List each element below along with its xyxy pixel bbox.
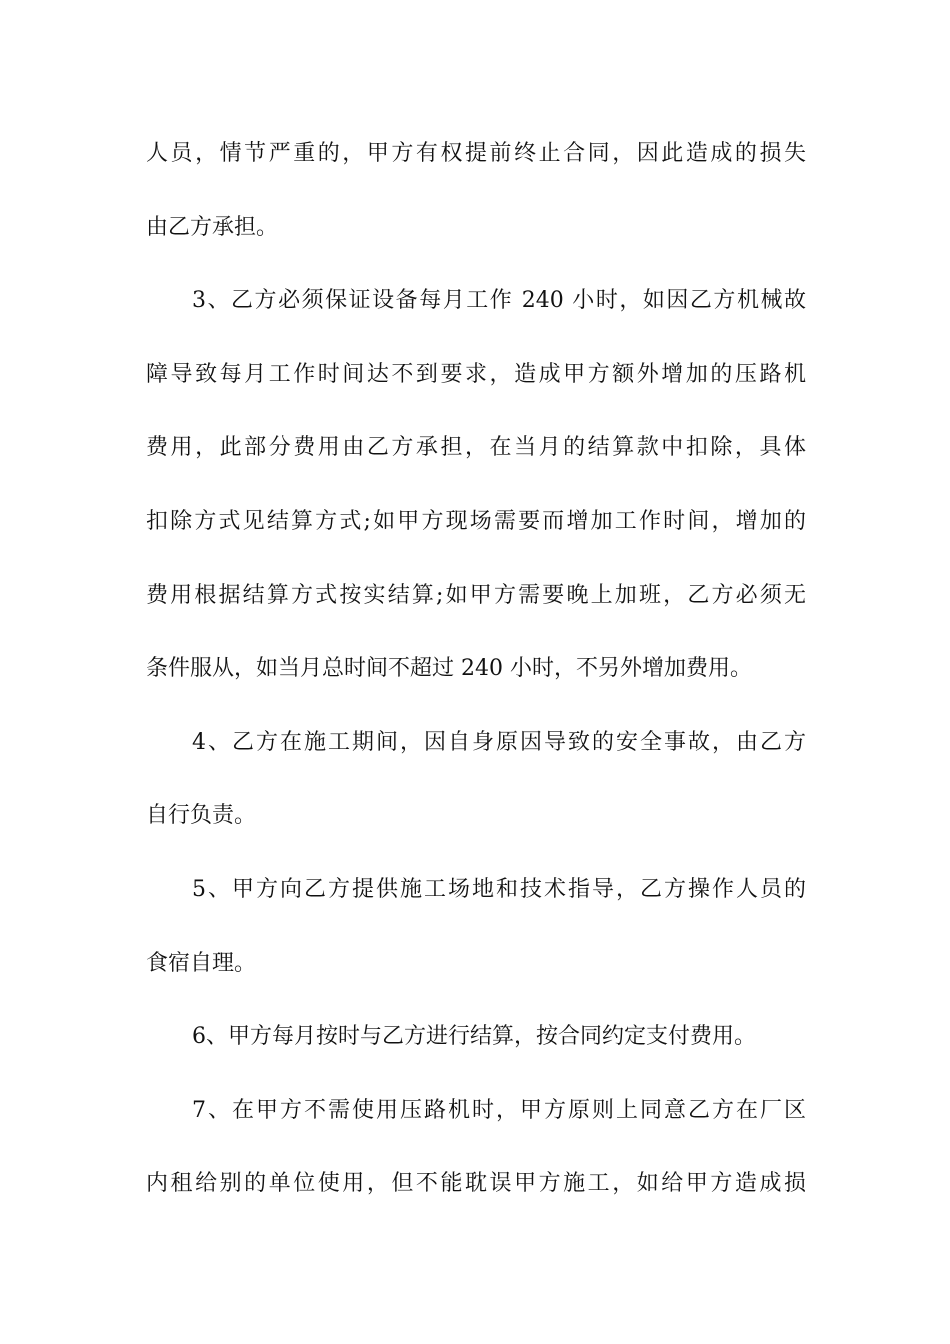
text-line: 障导致每月工作时间达不到要求，造成甲方额外增加的压路机 xyxy=(146,361,806,387)
text-line: 费用根据结算方式按实结算;如甲方需要晚上加班，乙方必须无 xyxy=(146,582,806,608)
text-line: 人员，情节严重的，甲方有权提前终止合同，因此造成的损失 xyxy=(146,141,806,166)
text-line: 费用，此部分费用由乙方承担，在当月的结算款中扣除，具体 xyxy=(146,435,806,461)
text-line: 由乙方承担。 xyxy=(146,214,279,240)
text-line: 自行负责。 xyxy=(146,803,257,829)
text-line: 扣除方式见结算方式;如甲方现场需要而增加工作时间，增加的 xyxy=(146,508,806,534)
clause-3-start: 3、乙方必须保证设备每月工作 240 小时，如因乙方机械故 xyxy=(192,288,806,314)
clause-5-start: 5、甲方向乙方提供施工场地和技术指导，乙方操作人员的 xyxy=(192,876,806,902)
clause-4-start: 4、乙方在施工期间，因自身原因导致的安全事故，由乙方 xyxy=(192,729,806,755)
text-line: 条件服从，如当月总时间不超过 240 小时，不另外增加费用。 xyxy=(146,656,752,682)
text-line: 食宿自理。 xyxy=(146,950,257,976)
clause-7-start: 7、在甲方不需使用压路机时，甲方原则上同意乙方在厂区 xyxy=(192,1097,806,1123)
text-line: 内租给别的单位使用，但不能耽误甲方施工，如给甲方造成损 xyxy=(146,1171,806,1197)
document-body xyxy=(146,124,806,1228)
clause-6: 6、甲方每月按时与乙方进行结算，按合同约定支付费用。 xyxy=(192,1024,756,1050)
